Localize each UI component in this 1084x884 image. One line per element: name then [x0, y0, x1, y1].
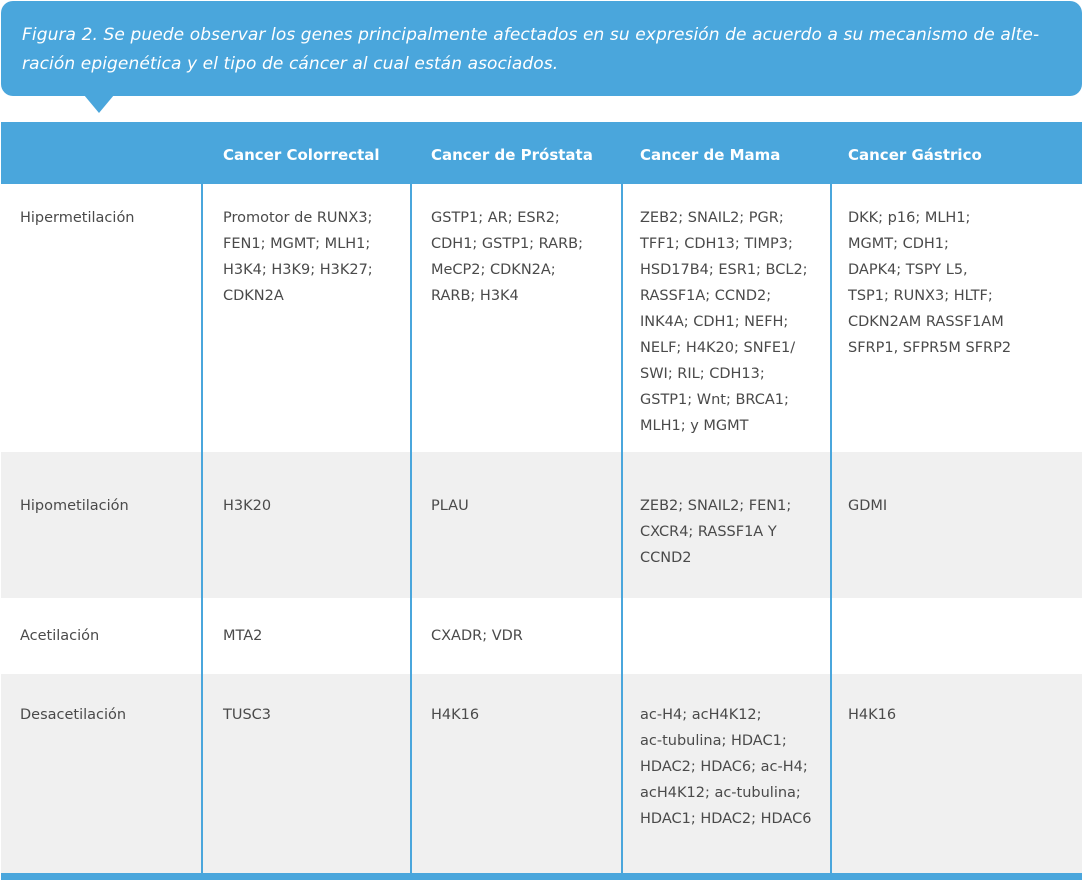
caption-line-1: Figura 2. Se puede observar los genes principalmente afectados en su expresión de acuerdo a su mecanismo de alte- [22, 25, 1040, 45]
cell-line: ac-tubulina; HDAC1; [640, 733, 787, 749]
table-cell [640, 493, 791, 571]
table-cell [640, 702, 811, 832]
column-divider [830, 122, 832, 877]
table-cell [431, 205, 583, 309]
figure-caption-box [1, 1, 1082, 96]
cell-line: GSTP1; Wnt; BRCA1; [640, 392, 789, 408]
table-cell [848, 493, 887, 519]
row-label: Hipometilación [20, 498, 129, 514]
cell-line: SFRP1, SFPR5M SFRP2 [848, 340, 1012, 356]
table-header-row [1, 122, 1082, 184]
cell-line: ac-H4; acH4K12; [640, 707, 762, 723]
cell-line: MeCP2; CDKN2A; [431, 262, 556, 278]
cell-line: HSD17B4; ESR1; BCL2; [640, 262, 808, 278]
cell-line: HDAC2; HDAC6; ac-H4; [640, 759, 808, 775]
cell-line: acH4K12; ac-tubulina; [640, 785, 801, 801]
cell-line: PLAU [431, 498, 469, 514]
cell-line: CDKN2A [223, 288, 284, 304]
caption-pointer [84, 95, 114, 113]
cell-line: INK4A; CDH1; NEFH; [640, 314, 789, 330]
column-divider [621, 122, 623, 877]
cell-line: ZEB2; SNAIL2; PGR; [640, 210, 784, 226]
column-divider [201, 122, 203, 877]
cell-line: H3K4; H3K9; H3K27; [223, 262, 373, 278]
table-cell [223, 205, 373, 309]
cell-line: Promotor de RUNX3; [223, 210, 373, 226]
cell-line: H4K16 [848, 707, 897, 723]
table-row-hipermetilacion [1, 184, 1082, 452]
table-cell [223, 702, 271, 728]
cell-line: NELF; H4K20; SNFE1/ [640, 340, 796, 356]
cell-line: TSP1; RUNX3; HLTF; [848, 288, 993, 304]
table-cell [431, 493, 469, 519]
row-label: Acetilación [20, 628, 100, 644]
header-cell-mama: Cancer de Mama [640, 146, 781, 164]
header-cell-prostata: Cancer de Próstata [431, 146, 593, 164]
cell-line: H3K20 [223, 498, 272, 514]
table-cell [223, 623, 262, 649]
cell-line: GDMI [848, 498, 888, 514]
table-bottom-border [1, 873, 1082, 880]
table-cell [640, 205, 808, 439]
table-cell [431, 702, 479, 728]
table-row-hipometilacion [1, 452, 1082, 598]
cell-line: FEN1; MGMT; MLH1; [223, 236, 371, 252]
cell-line: GSTP1; AR; ESR2; [431, 210, 560, 226]
cell-line: H4K16 [431, 707, 480, 723]
column-divider [410, 122, 412, 877]
cell-line: CXADR; VDR [431, 628, 523, 644]
row-label: Hipermetilación [20, 210, 135, 226]
header-cell-gastrico: Cancer Gástrico [848, 146, 982, 164]
caption-line-2: ración epigenética y el tipo de cáncer al cual están asociados. [22, 54, 559, 74]
cell-line: DAPK4; TSPY L5, [848, 262, 968, 278]
cell-line: SWI; RIL; CDH13; [640, 366, 765, 382]
cell-line: TFF1; CDH13; TIMP3; [640, 236, 793, 252]
cell-line: RARB; H3K4 [431, 288, 519, 304]
cell-line: DKK; p16; MLH1; [848, 210, 971, 226]
row-label: Desacetilación [20, 707, 127, 723]
table-row-desacetilacion [1, 674, 1082, 873]
cell-line: TUSC3 [223, 707, 272, 723]
cell-line: MGMT; CDH1; [848, 236, 949, 252]
table-cell [431, 623, 523, 649]
table-cell [848, 702, 896, 728]
cell-line: MLH1; y MGMT [640, 418, 749, 434]
table-cell [848, 205, 1011, 361]
gene-table [1, 122, 1082, 882]
table-row-acetilacion [1, 598, 1082, 674]
cell-line: ZEB2; SNAIL2; FEN1; [640, 498, 792, 514]
figure-caption [22, 21, 1067, 79]
cell-line: CDKN2AM RASSF1AM [848, 314, 1004, 330]
cell-line: CXCR4; RASSF1A Y [640, 524, 777, 540]
cell-line: CCND2 [640, 550, 692, 566]
cell-line: HDAC1; HDAC2; HDAC6 [640, 811, 812, 827]
table-cell [223, 493, 271, 519]
cell-line: RASSF1A; CCND2; [640, 288, 772, 304]
header-cell-colorrectal: Cancer Colorrectal [223, 146, 380, 164]
cell-line: CDH1; GSTP1; RARB; [431, 236, 583, 252]
cell-line: MTA2 [223, 628, 263, 644]
